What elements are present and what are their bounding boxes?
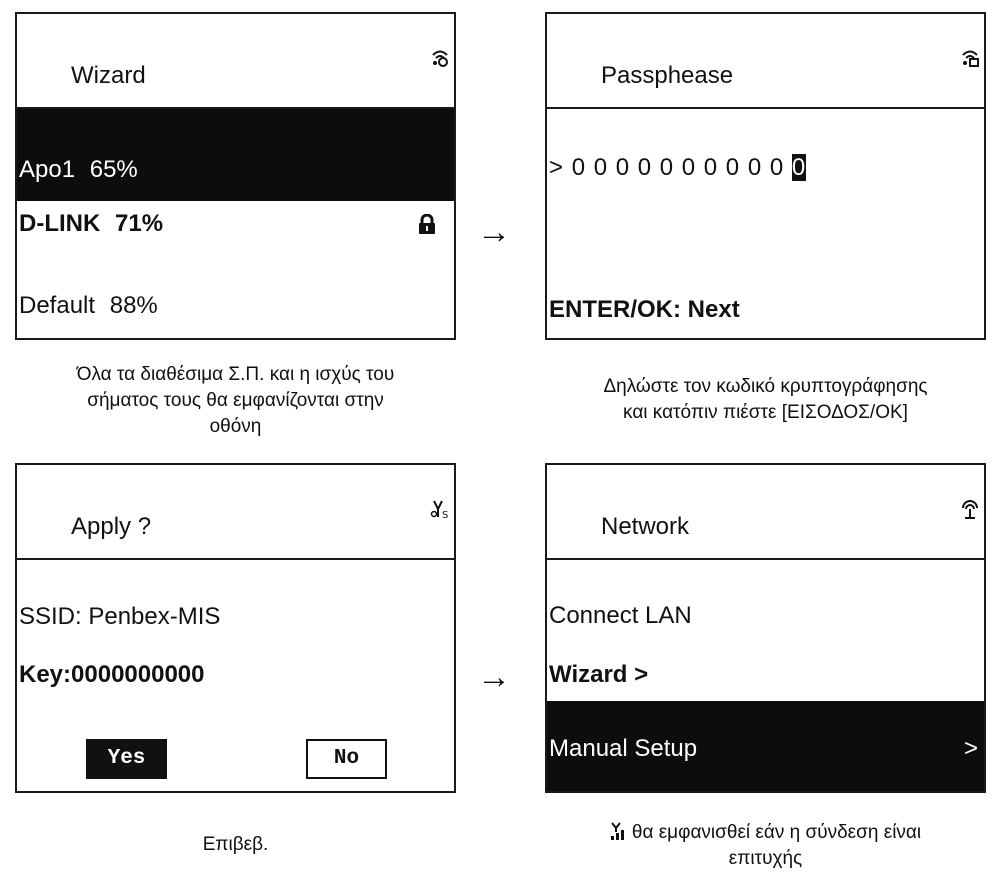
chevron-right-icon: >	[963, 735, 978, 762]
network-caption: θα εμφανισθεί εάν η σύνδεση είναι επιτυχής	[545, 820, 986, 872]
network-name: Default	[19, 292, 96, 319]
network-row-default[interactable]	[17, 286, 454, 326]
wizard-title: Wizard	[71, 62, 146, 89]
wifi-scan-icon	[430, 48, 450, 68]
network-divider	[547, 558, 984, 560]
network-name: Apo1	[19, 156, 76, 183]
antenna-icon	[960, 499, 980, 519]
arrow-right-icon: →	[477, 213, 511, 251]
passphrase-hint: ENTER/OK: Next	[549, 296, 740, 323]
svg-text:S: S	[442, 510, 449, 519]
menu-item-connect-lan[interactable]: Connect LAN	[549, 602, 692, 629]
apply-divider	[17, 558, 454, 560]
apply-caption: Επιβεβ.	[202, 834, 269, 855]
network-row-dlink[interactable]	[17, 204, 454, 244]
passphrase-title: Passphease	[601, 62, 734, 89]
arrow-right-icon: →	[477, 658, 511, 696]
apply-ssid: SSID: Penbex-MIS	[19, 603, 221, 630]
passphrase-divider	[547, 107, 984, 109]
network-row-apo1[interactable]	[17, 109, 454, 201]
yes-button[interactable]: Yes	[86, 739, 167, 779]
apply-screen	[15, 463, 456, 793]
menu-item-label: Manual Setup	[549, 735, 698, 762]
wifi-scan-icon	[960, 48, 980, 68]
wizard-caption: Όλα τα διαθέσιμα Σ.Π. και η ισχύς του σήματος τους θα εμφανίζονται στην οθόνη	[76, 364, 395, 437]
apply-key: Key:0000000000	[19, 661, 205, 688]
lock-icon	[418, 214, 436, 234]
network-signal: 88%	[109, 292, 158, 319]
input-value: 0 0 0 0 0 0 0 0 0 0	[571, 154, 785, 181]
input-prompt: >	[549, 154, 565, 181]
antenna-off-icon	[430, 499, 450, 519]
network-title: Network	[601, 513, 690, 540]
network-screen	[545, 463, 986, 793]
no-button[interactable]: No	[306, 739, 387, 779]
input-cursor: 0	[791, 154, 807, 181]
wizard-screen	[15, 12, 456, 340]
network-name: D-LINK	[19, 210, 101, 237]
network-signal: 71%	[115, 210, 164, 237]
menu-item-wizard[interactable]: Wizard >	[549, 661, 649, 688]
menu-item-manual-setup[interactable]	[547, 701, 984, 793]
passphrase-input[interactable]	[547, 148, 984, 188]
passphrase-caption: Δηλώστε τον κωδικό κρυπτογράφησης και κατόπιν πιέστε [ΕΙΣΟΔΟΣ/OK]	[603, 376, 928, 423]
passphrase-screen	[545, 12, 986, 340]
apply-title: Apply ?	[71, 513, 152, 540]
network-signal: 65%	[89, 156, 138, 183]
signal-connected-icon	[610, 822, 626, 840]
